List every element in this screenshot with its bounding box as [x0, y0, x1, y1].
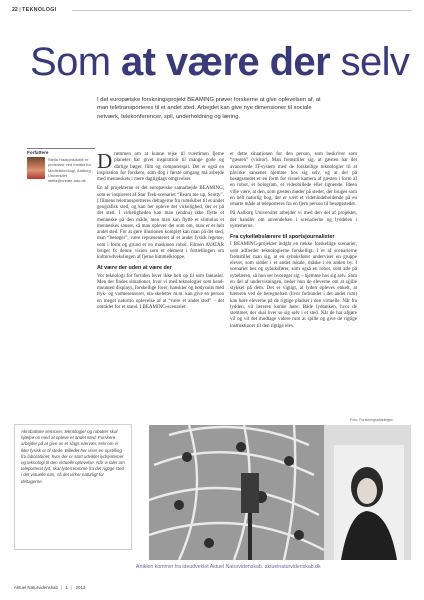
running-header	[12, 7, 57, 13]
body-paragraph: I BEAMING-projektet indgår en række forskellige scenarier, som adfærder teknologierne forskelligt. I et af scenarierne fremstiller man sig, at en sybuksfører underviser en gruppe elever, som sidder i et andet lokale, måske i en anden by. I scenariet bes og sybuksfører, som også en robot, som alle på sybelæren, så hun ser hvorøger sig – hjemme hos sig selv. Som en del af undervisningen, beder hun de eleverne om at sjjille stykket på dem. Det er vigtigt, at lyden opleves enkelt, at hæreren ved de beregnelsen (hvor forbundet i det andet rum) kan høre eleverne på de rigtige pladser i den virtuelle. Når fra lydden, vil læreren kunne høre. Både lydtanken, hvor de stemmer, der skal hver se sig selv i et sted. Når de har afgøre vil og vil det modtage videre rum at spille og give de rigtige instruktioner til den rigtige elev.	[230, 242, 357, 329]
photo-caption: Akrobatiske sensorer, teknologier og robotter skal hjælpe os med at opleve et andet sted. Forskere arbejder på at give os et slags nærvær, selv om vi ikke fysisk er til stede. Billedet her viser en opstilling fra laboratoriet, hvor der er stort udviklet lydsystemer og teknologi til den virtuelle oplevelse. Når vi taler om teleporteret lyd, skal lyden komme fra det rigtige sted i det virtuelle rum, så det virker naturligt for deltagerne.	[14, 424, 132, 550]
body-paragraph-text: rømmen om at kunne rejse til tværtimen fjerne planeter har givet inspiration til mange gode og dårlige bøger, film og computerspil. Det er også en inspiration for forskere, som dog i første omgang må arbejde med menneskets i mere dagligdags omgivelser.	[97, 152, 224, 182]
title-part-3: selv	[340, 40, 410, 84]
footer-separator: |	[71, 585, 73, 590]
author-photo	[27, 157, 45, 179]
body-paragraph: En af projekterne er det europæiske samarbejde BEAMING, som er inspireret af Star Trek-scenariet “Beam me up, Scotty”. I filmens teletransportteres deltagerne fra rumskibet til et andet geografisk sted, og kan her opleve det virkelighed, der er på det sted. I virkeligheden kan man (endnu) ikke flytte et menneske på den måde, men man kan flytte et stimulus et menneskes sanser, så man oplever det som om, man er et helt andet sted. For at gøre illusionen komplet kan man på det sted, man “besøger”, være repræsenteret af et andet fysisk legeme, som i form og grund er en maskinen robot. Filmen AVATAR bruger fx denne vision som et element i fortællingen om kulturudvekslingen af fjerne himmelkroppe.	[97, 186, 224, 260]
title-part-2: at være der	[120, 40, 331, 84]
author-role: Forfattere	[27, 150, 49, 155]
header-rule	[72, 10, 412, 11]
article-photo	[149, 425, 411, 560]
page-footer	[14, 585, 85, 590]
drop-cap: D	[97, 149, 113, 173]
source-note: Artiklen kommer fra ideudveklet Aktuel Naturvidenskab. aktuelnaturvidenskab.dk	[136, 564, 321, 570]
author-bio: Stella Haakonsdottir er professor ved Institut for Medieteknologi, Aalborg Universitet stella@create.aau.dk	[48, 157, 91, 184]
intro-text: I det europæiske forskningsprojekt BEAMING prøver forskerne at give oplevelsen af, at man teletransporteres til et andet sted. Arbejdet kan give nye dimensioner til sociale netværk, telekonferencer, spil, underholdning og læring.	[97, 97, 321, 120]
photo-illustration	[149, 425, 411, 560]
body-paragraph: På Aalborg Universitet arbejder vi med den del af projektet, der handler om anvendelsen i scenarierne og lyddelen i systemerne.	[230, 211, 357, 229]
body-paragraph: Vor teknologi for fortiden lever ikke helt op til som fantasier. Men der findes situationer, hvor vi med teknologier som head-mounted displays, forskellige forer, hanskler og bodysuits med tryk- og varmesensorer, oto-skeletter m.m. kan give en person en meget naturtro oplevelse af at “være et andet sted” – det området for et stand. I BEAMING-scenariet	[97, 273, 224, 310]
header-separator: |	[19, 7, 23, 13]
footer-publication: Aktuel Naturvidenskab	[14, 585, 58, 590]
author-box	[27, 150, 95, 183]
article-title	[30, 42, 409, 82]
author-rule	[27, 148, 95, 149]
subheading: At være der uden at være der	[97, 265, 172, 272]
subheading: Fra cykelløbslærere til sportsjournalister	[230, 234, 335, 240]
page-number: 22	[12, 7, 18, 13]
article-intro	[97, 96, 327, 121]
title-part-1: Som	[30, 40, 111, 84]
footer-year: 2013	[75, 585, 86, 590]
footer-issue: 1	[65, 585, 68, 590]
body-column-2	[230, 152, 357, 333]
body-paragraph	[97, 149, 224, 183]
footer-separator: |	[61, 585, 63, 590]
section-label: TEKNOLOGI	[22, 7, 57, 13]
body-column-1	[97, 149, 224, 314]
body-paragraph: er dette situationen for den person, som beskriver som “gæsten” (visitor). Man fremstiller sig, at gæsten har det avancerede IT-system med de forskellige teknologier til at påvirke sansener hjemme hos sig selv, og at der på besøgsstedet er en form for visuel kamera af gæsten i form af en robot, et hologram, et videobillede eller lignende. Ideen ville være, at den, som gæsten møder på stedet, der bruges som en helt naturlig bog, der er vært et videnindeholdende på en smarte måde at teleporteres fra en fjern person til besøgsstedet.	[230, 152, 357, 207]
photo-credit: Foto: Forskningsafdelingen	[350, 418, 394, 422]
